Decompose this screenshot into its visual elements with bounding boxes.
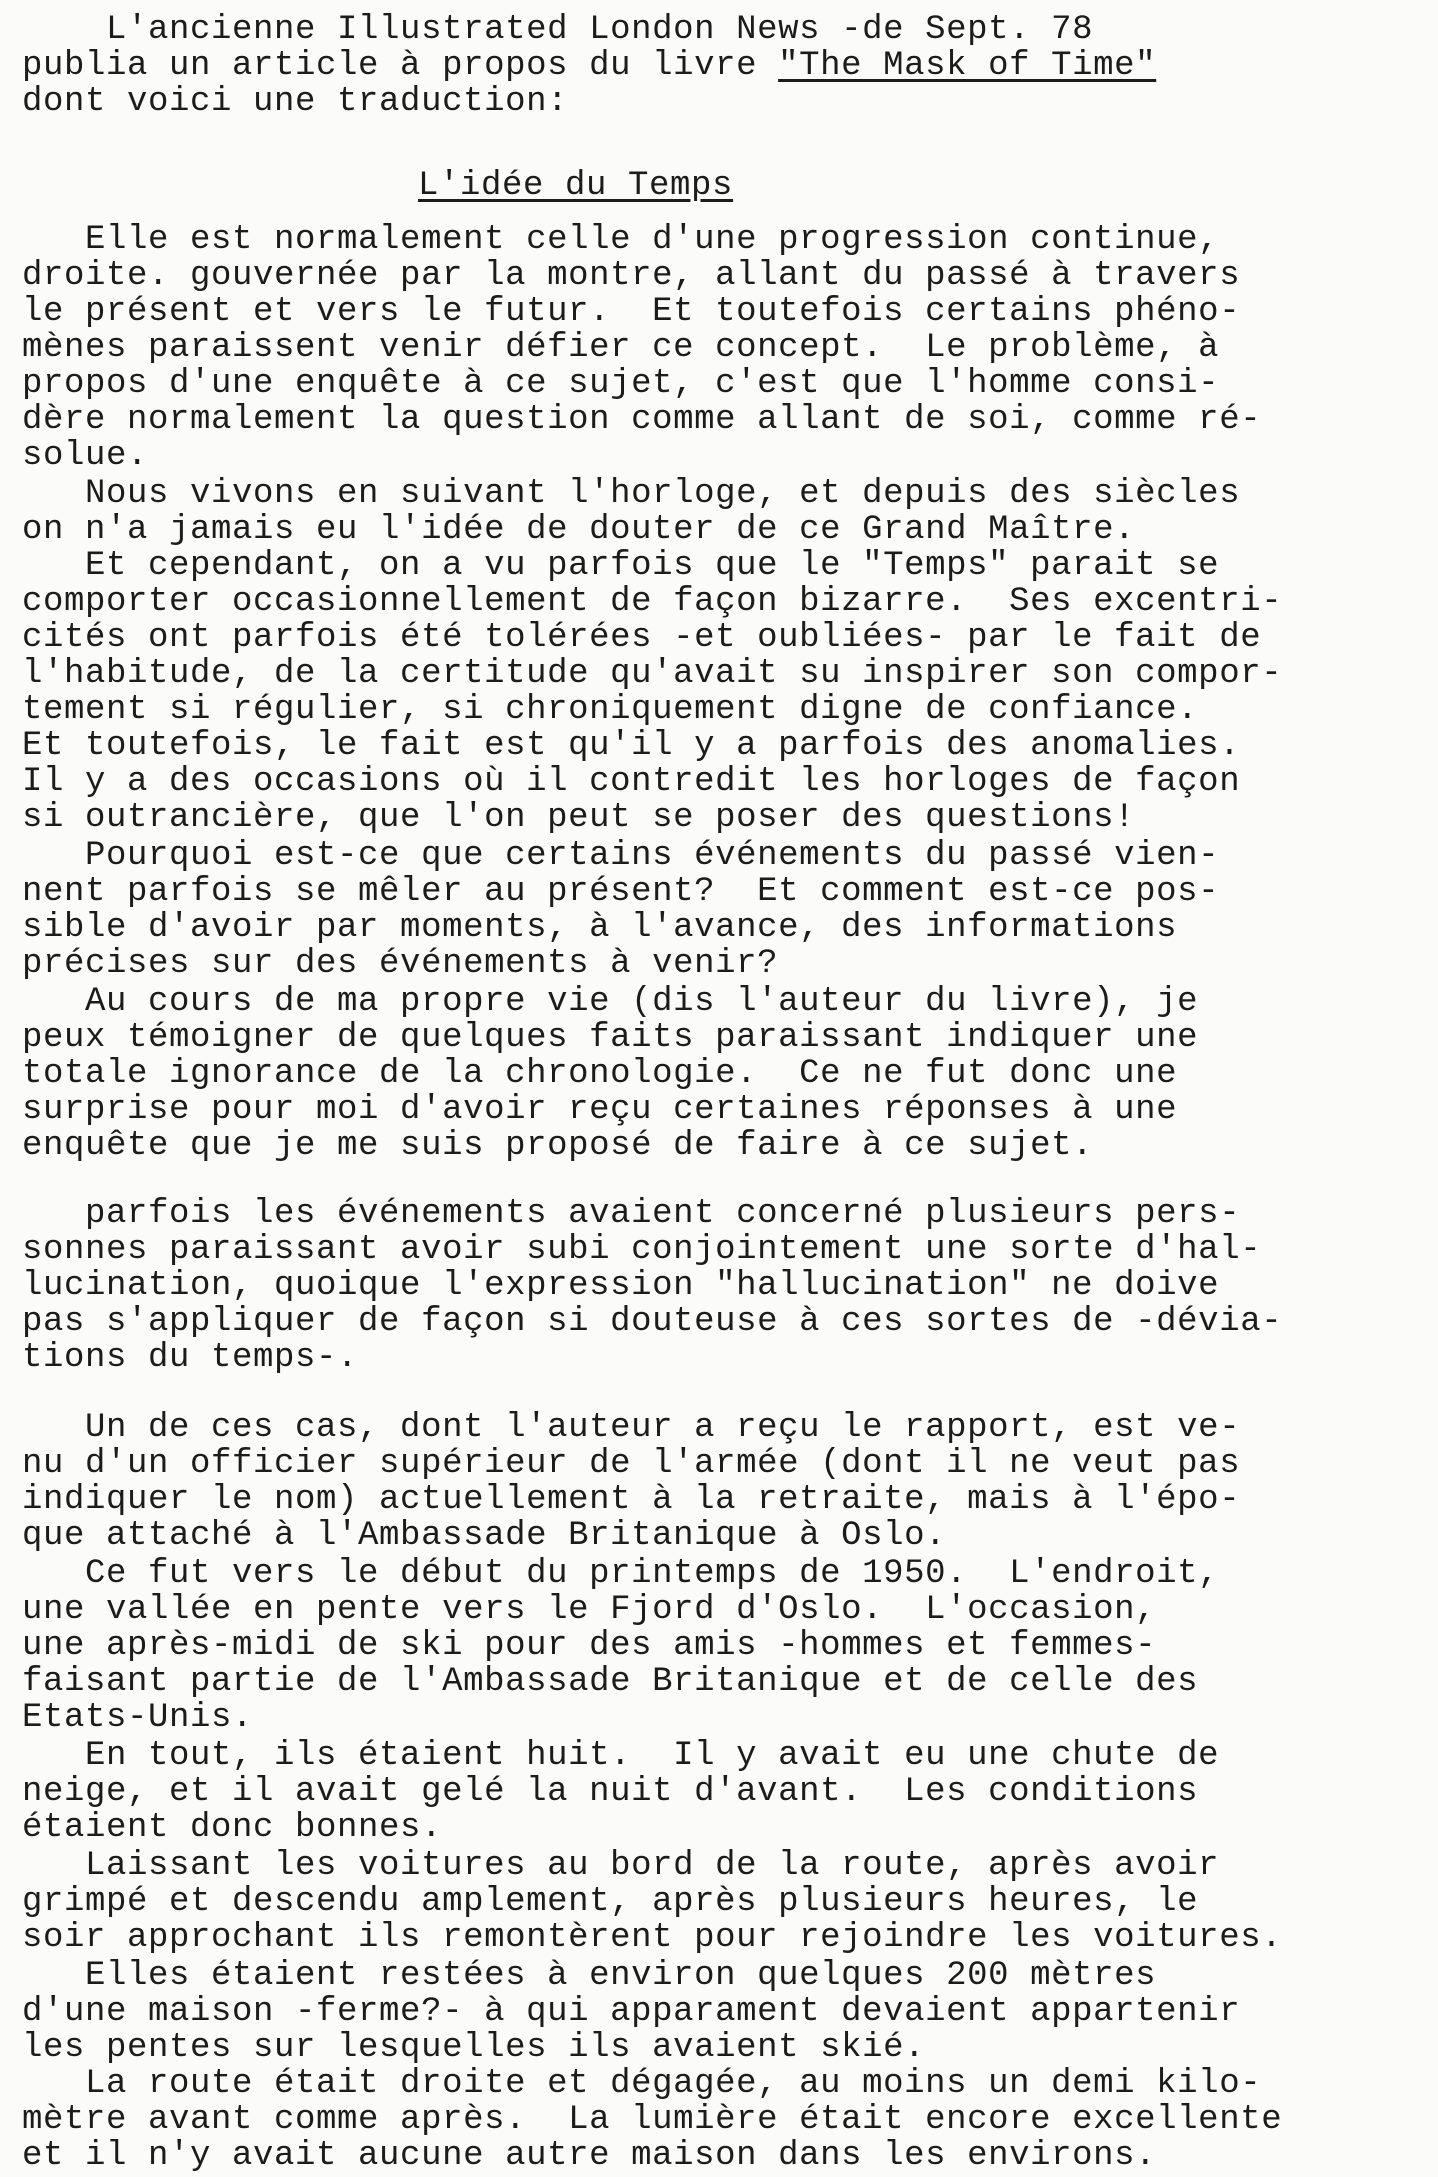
body-line: mènes paraissent venir défier ce concept. Le problème, à (22, 329, 1220, 367)
body-line: sible d'avoir par moments, à l'avance, des informations (22, 909, 1178, 947)
book-title: "The Mask of Time" (778, 47, 1157, 85)
body-line: Et toutefois, le fait est qu'il y a parfois des anomalies. (22, 727, 1241, 765)
body-line: l'habitude, de la certitude qu'avait su inspirer son compor- (22, 655, 1283, 693)
body-line: d'une maison -ferme?- à qui apparament devaient appartenir (22, 1993, 1241, 2031)
body-line: enquête que je me suis proposé de faire à ce sujet. (22, 1127, 1094, 1165)
body-line: indiquer le nom) actuellement à la retraite, mais à l'épo- (22, 1481, 1241, 1519)
body-line: et il n'y avait aucune autre maison dans les environs. (22, 2137, 1157, 2175)
body-line: si outrancière, que l'on peut se poser des questions! (22, 799, 1136, 837)
body-line: Et cependant, on a vu parfois que le "Temps" parait se (22, 547, 1220, 585)
body-line: on n'a jamais eu l'idée de douter de ce Grand Maître. (22, 511, 1136, 549)
body-line: nu d'un officier supérieur de l'armée (dont il ne veut pas (22, 1445, 1241, 1483)
body-line: étaient donc bonnes. (22, 1809, 443, 1847)
article-title: L'idée du Temps (418, 167, 734, 205)
body-line: Ce fut vers le début du printemps de 1950. L'endroit, (22, 1555, 1220, 1593)
body-line: les pentes sur lesquelles ils avaient skié. (22, 2029, 926, 2067)
body-line: le présent et vers le futur. Et toutefois certains phéno- (22, 293, 1241, 331)
body-line: peux témoigner de quelques faits paraissant indiquer une (22, 1019, 1199, 1057)
body-line: Au cours de ma propre vie (dis l'auteur du livre), je (22, 983, 1199, 1021)
body-line: Elle est normalement celle d'une progression continue, (22, 221, 1220, 259)
body-line: Etats-Unis. (22, 1699, 254, 1737)
body-line: Laissant les voitures au bord de la route, après avoir (22, 1847, 1220, 1885)
body-line: nent parfois se mêler au présent? Et comment est-ce pos- (22, 873, 1220, 911)
body-line: Elles étaient restées à environ quelques 200 mètres (22, 1957, 1157, 1995)
body-line: droite. gouvernée par la montre, allant du passé à travers (22, 257, 1241, 295)
body-line: pas s'appliquer de façon si douteuse à ces sortes de -dévia- (22, 1303, 1283, 1341)
body-line: Pourquoi est-ce que certains événements du passé vien- (22, 837, 1220, 875)
body-line: cités ont parfois été tolérées -et oubliées- par le fait de (22, 619, 1262, 657)
body-line: La route était droite et dégagée, au moins un demi kilo- (22, 2065, 1262, 2103)
body-line: Nous vivons en suivant l'horloge, et depuis des siècles (22, 475, 1241, 513)
body-line: Un de ces cas, dont l'auteur a reçu le rapport, est ve- (22, 1409, 1241, 1447)
body-line: totale ignorance de la chronologie. Ce ne fut donc une (22, 1055, 1178, 1093)
header-line-2-text: publia un article à propos du livre (22, 47, 779, 85)
body-line: comporter occasionnellement de façon bizarre. Ses excentri- (22, 583, 1283, 621)
body-line: sonnes paraissant avoir subi conjointement une sorte d'hal- (22, 1231, 1262, 1269)
body-line: propos d'une enquête à ce sujet, c'est que l'homme consi- (22, 365, 1220, 403)
body-line: parfois les événements avaient concerné plusieurs pers- (22, 1195, 1241, 1233)
body-line: solue. (22, 437, 149, 475)
body-line: soir approchant ils remontèrent pour rejoindre les voitures. (22, 1919, 1283, 1957)
body-line: que attaché à l'Ambassade Britanique à Oslo. (22, 1517, 947, 1555)
body-line: lucination, quoique l'expression "hallucination" ne doive (22, 1267, 1220, 1305)
body-line: Il y a des occasions où il contredit les horloges de façon (22, 763, 1241, 801)
body-line: mètre avant comme après. La lumière était encore excellente (22, 2101, 1283, 2139)
body-line: surprise pour moi d'avoir reçu certaines réponses à une (22, 1091, 1178, 1129)
body-line: tions du temps-. (22, 1339, 359, 1377)
body-line: neige, et il avait gelé la nuit d'avant. Les conditions (22, 1773, 1199, 1811)
header-line-1: L'ancienne Illustrated London News -de Sept. 78 (22, 11, 1094, 49)
header-line-3: dont voici une traduction: (22, 83, 569, 121)
body-line: tement si régulier, si chroniquement digne de confiance. (22, 691, 1199, 729)
body-line: grimpé et descendu amplement, après plusieurs heures, le (22, 1883, 1199, 1921)
body-line: faisant partie de l'Ambassade Britanique et de celle des (22, 1663, 1199, 1701)
body-line: une vallée en pente vers le Fjord d'Oslo. L'occasion, (22, 1591, 1157, 1629)
body-line: dère normalement la question comme allant de soi, comme ré- (22, 401, 1262, 439)
body-line: En tout, ils étaient huit. Il y avait eu une chute de (22, 1737, 1220, 1775)
header-line-2 (22, 48, 1156, 84)
body-line: une après-midi de ski pour des amis -hommes et femmes- (22, 1627, 1157, 1665)
body-line: précises sur des événements à venir? (22, 945, 779, 983)
